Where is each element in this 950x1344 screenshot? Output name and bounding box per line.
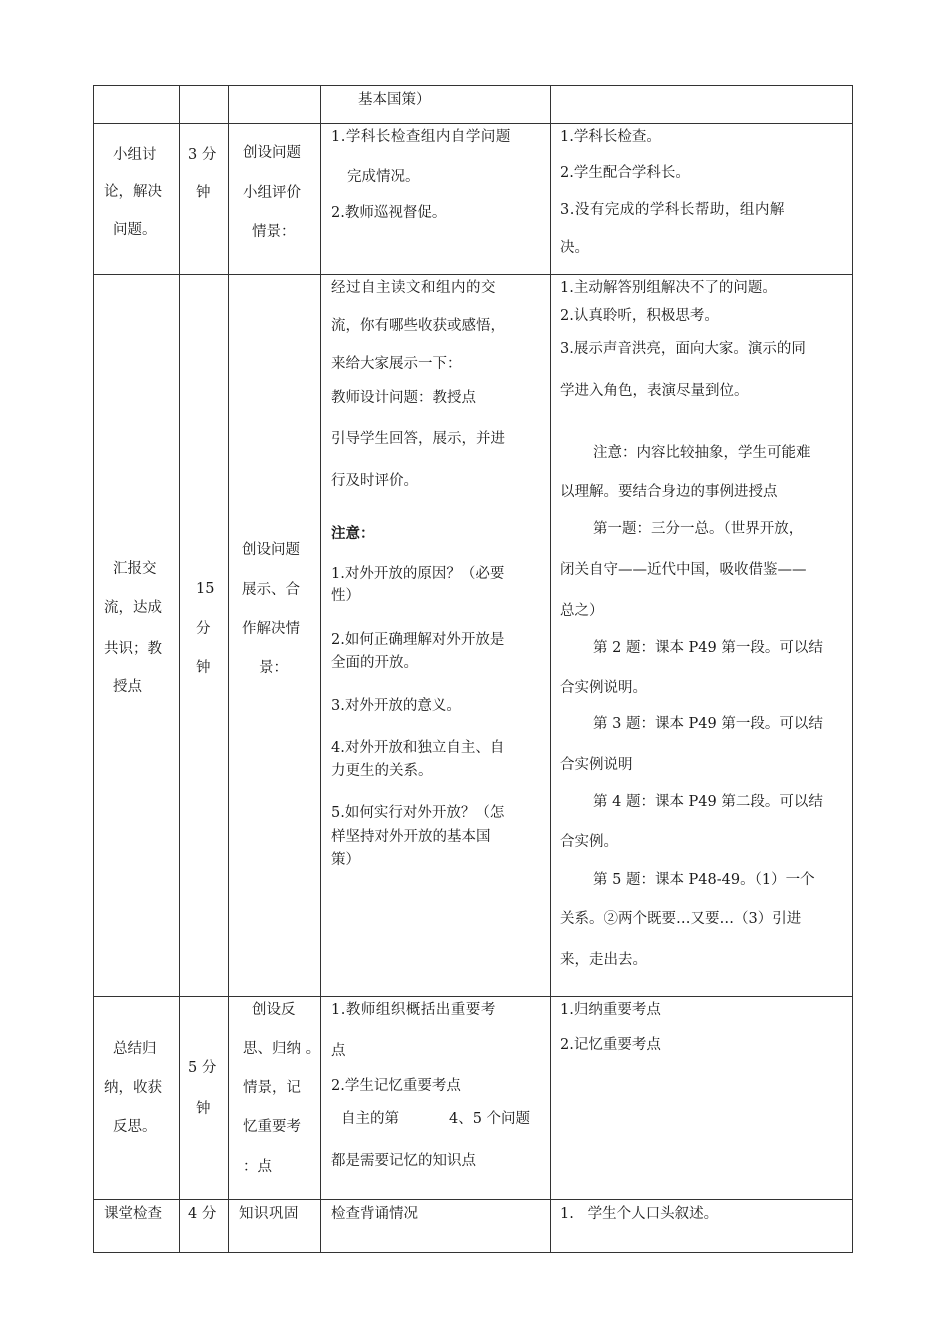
stage-cell [94, 124, 180, 275]
text-line: 流，你有哪些收获或感悟， [331, 318, 505, 334]
time-cell [180, 275, 229, 997]
table-row [94, 124, 853, 275]
text-line: 钟 [196, 660, 211, 676]
note-heading: 注意： [331, 525, 375, 542]
text-line: 教师设计问题：教授点 [331, 390, 476, 406]
teacher-activity-cell [321, 997, 551, 1200]
text-line: 行及时评价。 [331, 473, 418, 489]
text-line: 论，解决 [104, 184, 162, 200]
text-line: 1.教师组织概括出重要考 [331, 1002, 496, 1018]
text-line: 都是需要记忆的知识点 [331, 1153, 476, 1169]
text-line: 基本国策） [358, 92, 431, 108]
text-line: 性） [331, 588, 360, 604]
time-cell [180, 997, 229, 1200]
text-line: 全面的开放。 [331, 655, 418, 671]
stage-cell [94, 275, 180, 997]
text-line: 2.教师巡视督促。 [331, 205, 447, 221]
text-line: 经过自主读文和组内的交 [331, 280, 496, 296]
text-line: 3.展示声音洪亮，面向大家。演示的同 [560, 341, 806, 357]
text-line: 力更生的关系。 [331, 763, 433, 779]
text-line: 学进入角色，表演尽量到位。 [560, 383, 749, 399]
stage-cell [94, 1200, 180, 1253]
text-line: 1.主动解答别组解决不了的问题。 [560, 280, 777, 296]
text-line: 1.对外开放的原因？（必要 [331, 566, 505, 582]
text-line: 合实例。 [560, 834, 618, 850]
text-line: 2.记忆重要考点 [560, 1037, 661, 1053]
table-row [94, 1200, 853, 1253]
text-line: 检查背诵情况 [331, 1206, 418, 1222]
text-line: 完成情况。 [347, 169, 420, 185]
time-cell [180, 124, 229, 275]
text-line: 4.对外开放和独立自主、自 [331, 740, 505, 756]
text-line: 关系。②两个既要…又要…（3）引进 [560, 911, 802, 927]
text-line: 2.认真聆听，积极思考。 [560, 308, 719, 324]
text-line: 分 [196, 621, 211, 637]
text-line: 第一题：三分一总。（世界开放， [593, 521, 804, 537]
text-line: 反思。 [113, 1119, 157, 1135]
text-line: 注意：内容比较抽象，学生可能难 [593, 445, 811, 461]
text-line: 来给大家展示一下： [331, 356, 462, 372]
text-line: 决。 [560, 240, 589, 256]
table-row [94, 275, 853, 997]
text-line: 2.学生记忆重要考点 [331, 1078, 461, 1094]
text-line: 闭关自守——近代中国，吸收借鉴—— [560, 562, 807, 578]
text-line: 汇报交 [113, 561, 157, 577]
text-line: 思、归纳 。 [243, 1041, 321, 1057]
text-line: 合实例说明。 [560, 680, 647, 696]
text-line: 5 分 [188, 1060, 217, 1076]
student-activity-cell [551, 997, 853, 1200]
text-line: 第 4 题：课本 P49 第二段。可以结 [593, 794, 823, 810]
student-activity-cell [551, 1200, 853, 1253]
text-line: 课堂检查 [104, 1206, 162, 1222]
text-line: 3.没有完成的学科长帮助，组内解 [560, 202, 785, 218]
table-row [94, 997, 853, 1200]
scenario-cell [229, 124, 321, 275]
cell [551, 86, 853, 124]
text-line: 1.归纳重要考点 [560, 1002, 661, 1018]
text-line: 策） [331, 852, 360, 868]
time-cell [180, 1200, 229, 1253]
text-line: 忆重要考 [243, 1119, 301, 1135]
text-line: 1.学科长检查。 [560, 129, 661, 145]
text-line: 1. 学生个人口头叙述。 [560, 1206, 719, 1222]
text-line: 总之） [560, 603, 604, 619]
text-line: 知识巩固 [239, 1206, 299, 1222]
text-line: 钟 [196, 1101, 211, 1117]
text-line: 创设问题 [243, 145, 301, 161]
text-line: 5.如何实行对外开放？（怎 [331, 805, 505, 821]
lesson-plan-table [93, 85, 853, 1253]
text-line: 3.对外开放的意义。 [331, 698, 461, 714]
text-line: 2.如何正确理解对外开放是 [331, 632, 505, 648]
text-line: 点 [331, 1043, 346, 1059]
text-line: 3 分 [188, 147, 217, 163]
text-line: 4 分 [188, 1206, 217, 1222]
text-line: 自主的第 [341, 1111, 399, 1127]
text-line: 景： [259, 660, 288, 676]
text-line: 合实例说明 [560, 757, 633, 773]
text-line: 流，达成 [104, 600, 162, 616]
text-line: 小组讨 [113, 147, 157, 163]
cell [94, 86, 180, 124]
table-row [94, 86, 853, 124]
student-activity-cell [551, 124, 853, 275]
text-line: 展示、合 [242, 582, 300, 598]
text-line: 钟 [196, 185, 211, 201]
text-line: 引导学生回答，展示，并进 [331, 431, 505, 447]
scenario-cell [229, 275, 321, 997]
text-line: 作解决情 [242, 621, 300, 637]
text-line: 共识；教 [104, 641, 162, 657]
text-line: 1.学科长检查组内自学问题 [331, 129, 511, 145]
text-line: 以理解。要结合身边的事例进授点 [560, 484, 778, 500]
scenario-cell [229, 997, 321, 1200]
cell [180, 86, 229, 124]
text-line: 创设反 [252, 1002, 296, 1018]
teacher-activity-cell [321, 1200, 551, 1253]
cell [321, 86, 551, 124]
text-line: 2.学生配合学科长。 [560, 165, 690, 181]
text-line: 第 5 题：课本 P48-49。（1）一个 [593, 872, 815, 888]
scenario-cell [229, 1200, 321, 1253]
text-line: ：点 [243, 1159, 272, 1175]
text-line: 小组评价 [243, 185, 301, 201]
student-activity-cell [551, 275, 853, 997]
text-line: 情景： [252, 224, 296, 240]
text-line: 第 2 题：课本 P49 第一段。可以结 [593, 640, 823, 656]
text-line: 15 [196, 581, 215, 597]
text-line: 第 3 题：课本 P49 第一段。可以结 [593, 716, 823, 732]
text-line: 问题。 [113, 222, 157, 238]
text-line: 创设问题 [242, 542, 300, 558]
teacher-activity-cell [321, 275, 551, 997]
cell [229, 86, 321, 124]
text-line: 样坚持对外开放的基本国 [331, 829, 491, 845]
teacher-activity-cell [321, 124, 551, 275]
text-line: 总结归 [113, 1041, 157, 1057]
stage-cell [94, 997, 180, 1200]
text-line: 纳，收获 [104, 1080, 162, 1096]
text-line: 情景，记 [243, 1080, 301, 1096]
text-line: 4、5 个问题 [449, 1111, 531, 1127]
text-line: 授点 [113, 679, 142, 695]
text-line: 来，走出去。 [560, 952, 647, 968]
